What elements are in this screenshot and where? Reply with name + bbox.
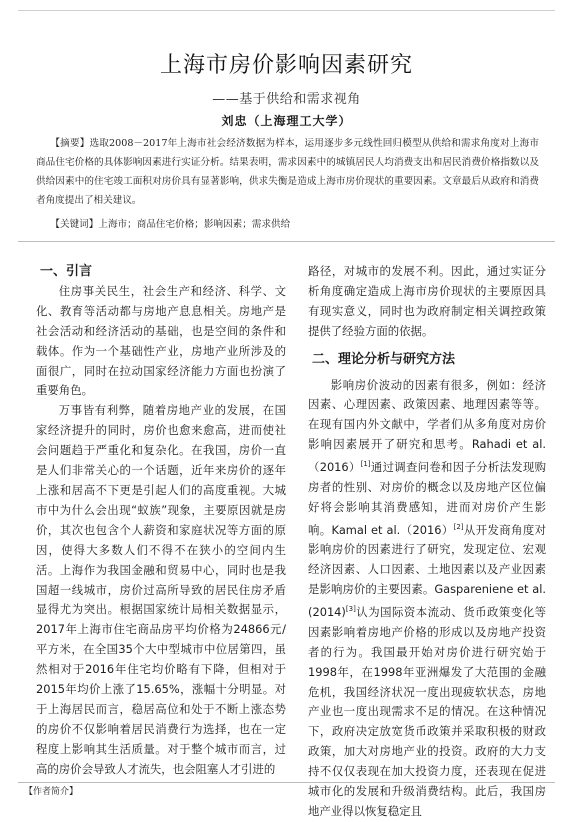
author-bio-tag: 【作者简介】 xyxy=(24,787,79,797)
right-column xyxy=(308,262,546,822)
paper-subtitle: ——基于供给和需求视角 xyxy=(212,92,361,107)
top-rule xyxy=(18,10,555,11)
theory-paragraph xyxy=(308,376,546,822)
author-line: 刘忠（上海理工大学） xyxy=(221,114,352,128)
theory-text-1: 影响房价波动的因素有很多，例如：经济因素、心理因素、政策因素、地理因素等等。在现有国内外文献中，学者们从多角度对房价影响因素展开了研究和思考。Rahadi et al.（2016） xyxy=(308,377,546,474)
theory-text-3: 从开发商角度对影响房价的因素进行了研究，发现定位、宏观经济因素、人口因素、土地因素以及产业因素是影响房价的主要因素。Gaspareniene et al.(2014) xyxy=(308,522,546,619)
footer-rule xyxy=(18,782,555,783)
citation-2: [2] xyxy=(453,522,464,531)
continuation-paragraph: 路径，对城市的发展不利。因此，通过实证分析角度确定造成上海市房价现状的主要原因具有现实意义，同时也为政府制定相关调控政策提供了经验方面的依据。 xyxy=(308,264,546,338)
abstract-text: 【摘要】选取2008－2017年上海市社会经济数据为样本，运用逐步多元线性回归模型从供给和需求角度对上海市商品住宅价格的具体影响因素进行实证分析。结果表明，需求因素中的城镇居民人均消费支出和居民消费价格指数以及供给因素中的住宅竣工面积对房价具有显著影响，供求失衡是造成上海市房价现状的重要因素。文章最后从政府和消费者角度提出了相关建议。 xyxy=(36,138,539,206)
section-heading-theory: 二、理论分析与研究方法 xyxy=(312,351,456,367)
intro-paragraph-1: 住房事关民生，社会生产和经济、科学、文化、教育等活动都与房地产息息相关。房地产是社会活动和经济活动的基础，也是空间的条件和载体。作为一个基础性产业，房地产业所涉及的面很广，同时在拉动国家经济能力方面也扮演了重要角色。 xyxy=(36,283,286,398)
left-column xyxy=(36,262,286,780)
section-heading-intro: 一、引言 xyxy=(40,264,93,279)
keywords-line: 【关键词】上海市；商品住宅价格；影响因素；需求供给 xyxy=(50,219,291,230)
theory-text-2: 通过调查问卷和因子分析法发现购房者的性别、对房价的概念以及房地产区位偏好将会影响其消费感知，进而对房价产生影响。Kamal et al.（2016） xyxy=(308,459,546,537)
abstract-block xyxy=(36,134,539,210)
theory-text-4: 认为国际资本流动、货币政策变化等因素影响着房地产价格的形成以及房地产投资者的行为。我国最开始对房价进行研究始于1998年，在1998年亚洲爆发了大范围的金融危机，我国经济状况一度出现疲软状态，房地产业也一度出现需求不足的情况。在这种情况下，政府决定放宽货币政策并采取积极的财政政策，加大对房地产业的投资。政府的大力支持不仅仅表现在加大投资力度，还表现在促进城市化的发展和升级消费结构。此后，我国房地产业得以恢复稳定且 xyxy=(308,604,546,818)
section-divider xyxy=(18,241,555,242)
citation-3: [3] xyxy=(345,605,356,614)
citation-1: [1] xyxy=(360,460,371,469)
paper-title: 上海市房价影响因素研究 xyxy=(159,53,413,78)
intro-paragraph-2: 万事皆有利弊，随着房地产业的发展，在国家经济提升的同时，房价也愈来愈高，进而使社会问题趋于严重化和复杂化。在我国，房价一直是人们非常关心的一个话题，近年来房价的逐年上涨和居高不下更是引起人们的高度重视。大城市中为什么会出现“蚁族”现象，主要原因就是房价，其次也包含个人薪资和家庭状况等方面的原因，使得大多数人们不得不在狭小的空间内生活。上海作为我国金融和贸易中心，同时也是我国超一线城市，房价过高所导致的居民住房矛盾显得尤为突出。根据国家统计局相关数据显示，2017年上海市住宅商品房平均价格为24866元/平方米，在全国35个大中型城市中位居第四，虽然相对于2016年住宅均价略有下降，但相对于2015年均价上涨了15.65%，涨幅十分明显。对于上海居民而言，稳居高位和处于不断上涨态势的房价不仅影响着居民消费行为选择，也在一定程度上影响其生活质量。对于整个城市而言，过高的房价会导致人才流失，也会阻塞人才引进的 xyxy=(36,403,286,776)
